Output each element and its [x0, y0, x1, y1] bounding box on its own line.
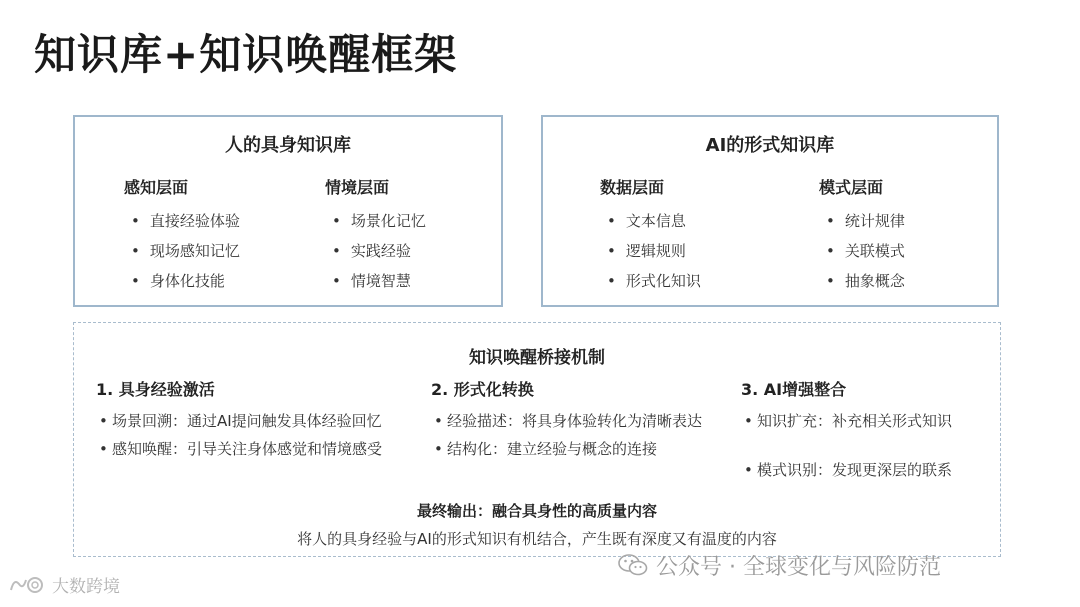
list-item: • 逻辑规则	[600, 236, 701, 266]
step-heading: 1. 具身经验激活	[96, 380, 215, 399]
list-item: • 情境智慧	[325, 266, 426, 296]
wechat-watermark-text: 公众号 · 全球变化与风险防范	[656, 554, 941, 580]
list-item: • 直接经验体验	[124, 206, 240, 236]
pattern-layer-heading: 模式层面	[819, 178, 884, 197]
list-item: • 统计规律	[819, 206, 905, 236]
final-output-text: 将人的具身经验与AI的形式知识有机结合，产生既有深度又有温度的内容	[297, 530, 777, 548]
list-item: • 感知唤醒：引导关注身体感觉和情境感受	[96, 438, 396, 461]
step-formalization	[431, 377, 716, 466]
list-item: • 知识扩充：补充相关形式知识	[741, 410, 1001, 433]
list-item: • 场景回溯：通过AI提问触发具体经验回忆	[96, 410, 396, 433]
list-item: • 结构化：建立经验与概念的连接	[431, 438, 716, 461]
list-item: • 形式化知识	[600, 266, 701, 296]
ai-kb-title: AI的形式知识库	[705, 135, 835, 156]
step-heading: 3. AI增强整合	[741, 380, 847, 399]
list-item: • 文本信息	[600, 206, 701, 236]
human-kb-title: 人的具身知识库	[225, 135, 351, 156]
list-item: • 抽象概念	[819, 266, 905, 296]
step-ai-integration	[741, 377, 1001, 487]
logo-watermark	[8, 572, 120, 597]
human-knowledge-base-box	[73, 115, 503, 307]
data-layer-heading: 数据层面	[600, 178, 665, 197]
data-layer-column	[600, 175, 701, 296]
wechat-icon	[618, 553, 648, 577]
perception-column	[124, 175, 240, 296]
list-item: • 经验描述：将具身体验转化为清晰表达	[431, 410, 716, 433]
ai-knowledge-base-box	[541, 115, 999, 307]
page-title: 知识库+知识唤醒框架	[34, 30, 458, 79]
situation-heading: 情境层面	[325, 178, 390, 197]
bridging-mechanism-box	[73, 322, 1001, 557]
mechanism-title: 知识唤醒桥接机制	[469, 348, 605, 368]
list-item: • 模式识别：发现更深层的联系	[741, 459, 1001, 482]
wechat-watermark	[618, 551, 941, 579]
list-item: • 实践经验	[325, 236, 426, 266]
logo-icon	[8, 574, 48, 596]
pattern-layer-column	[819, 175, 905, 296]
perception-heading: 感知层面	[124, 178, 189, 197]
list-item: • 关联模式	[819, 236, 905, 266]
list-item: • 场景化记忆	[325, 206, 426, 236]
step-heading: 2. 形式化转换	[431, 380, 534, 399]
step-embodied-activation	[96, 377, 396, 466]
final-output-label: 最终输出：融合具身性的高质量内容	[416, 502, 657, 520]
list-item: • 现场感知记忆	[124, 236, 240, 266]
situation-column	[325, 175, 426, 296]
list-item: • 身体化技能	[124, 266, 240, 296]
logo-watermark-text: 大数跨境	[52, 577, 120, 597]
